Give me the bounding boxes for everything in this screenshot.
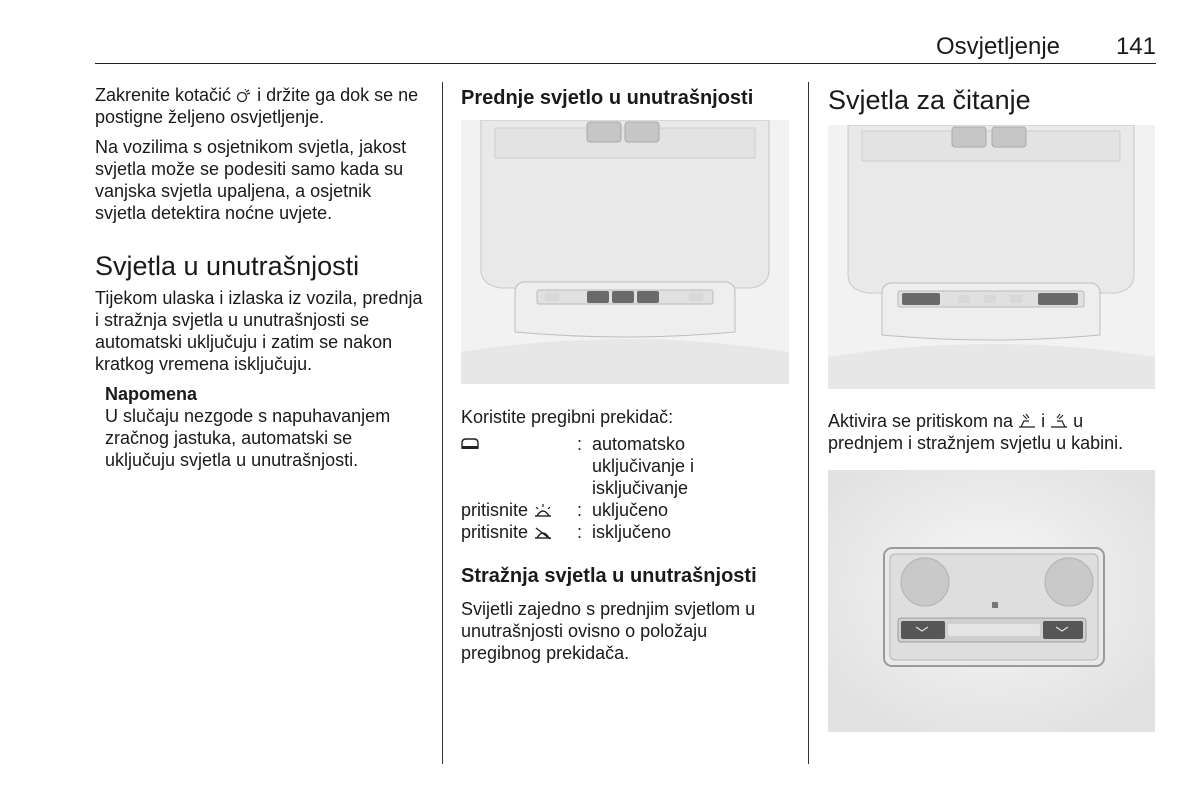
table-row — [461, 433, 791, 499]
running-header-title: Osvjetljenje — [935, 33, 1060, 60]
paragraph-dimmer-text-a: Zakrenite kotačić — [95, 85, 232, 105]
subheading-front-light: Prednje svjetlo u unutrašnjosti — [461, 87, 754, 109]
reading-light-text-b: u prednjem i stražnjem svjetlu u kabini. — [828, 411, 1124, 453]
reading-light-text-a: Aktivira se pritiskom na — [828, 411, 1014, 431]
dimmer-wheel-icon — [236, 86, 252, 100]
page-number: 141 — [1115, 33, 1156, 60]
table-value: uključeno — [592, 500, 669, 520]
table-label: pritisnite — [461, 500, 529, 520]
section-heading-reading-lights: Svjetla za čitanje — [828, 85, 1031, 115]
table-separator: : — [577, 434, 583, 454]
figure-rear-reading-lights — [828, 470, 1155, 732]
interior-light-off-icon — [533, 522, 553, 542]
paragraph-dimmer-text-b: i držite ga dok se ne postigne željeno osvjetljenje. — [95, 85, 419, 127]
header-rule — [95, 63, 1156, 64]
subheading-rear-lights: Stražnja svjetla u unutrašnjosti — [461, 565, 757, 587]
table-label: pritisnite — [461, 522, 529, 542]
paragraph-entry-exit: Tijekom ulaska i izlaska iz vozila, prednja i stražnja svjetla u unutrašnjosti se automatski uključuju i zatim se nakon kratkog vremena isključuju. — [95, 288, 423, 374]
column-3 — [828, 84, 1158, 116]
table-value-line: uključivanje i — [592, 456, 695, 476]
paragraph-dimmer — [95, 84, 425, 128]
note-title: Napomena — [105, 384, 198, 404]
column-rule-2 — [808, 82, 809, 764]
switch-position-table — [461, 433, 791, 543]
interior-light-on-icon — [533, 500, 553, 520]
front-light-intro-text: Koristite pregibni prekidač: — [461, 407, 674, 427]
table-separator: : — [577, 522, 583, 542]
table-value — [592, 433, 694, 499]
note-block — [95, 383, 425, 471]
reading-light-right-icon — [1050, 411, 1068, 431]
column-2 — [461, 86, 791, 110]
reading-light-paragraph — [828, 410, 1160, 454]
table-value-line: automatsko — [592, 434, 686, 454]
table-value: isključeno — [592, 522, 672, 542]
table-value-line: isključivanje — [592, 478, 689, 498]
column-1 — [95, 84, 425, 471]
paragraph-sensor: Na vozilima s osjetnikom svjetla, jakost svjetla može se podesiti samo kada su vanjska svjetla upaljena, a osjetnik svjetla detektira noćne uvjete. — [95, 137, 407, 223]
table-label-cell — [461, 499, 553, 521]
table-row — [461, 499, 791, 521]
figure-reading-light-console — [828, 125, 1155, 389]
column-rule-1 — [442, 82, 443, 764]
note-text: U slučaju nezgode s napuhavanjem zračnog jastuka, automatski se uključuju svjetla u unutrašnjosti. — [105, 406, 391, 470]
reading-light-text-mid: i — [1041, 411, 1046, 431]
table-label-cell — [461, 521, 553, 543]
front-light-intro — [461, 406, 791, 428]
figure-front-overhead-console — [461, 120, 789, 384]
table-row — [461, 521, 791, 543]
paragraph-rear-lights: Svijetli zajedno s prednjim svjetlom u unutrašnjosti ovisno o položaju pregibnog prekidača. — [461, 599, 756, 663]
section-heading-interior-lights: Svjetla u unutrašnjosti — [95, 251, 360, 281]
rear-light-section — [461, 564, 791, 664]
door-switch-icon — [461, 433, 479, 455]
reading-light-left-icon — [1018, 411, 1036, 431]
table-separator: : — [577, 500, 583, 520]
